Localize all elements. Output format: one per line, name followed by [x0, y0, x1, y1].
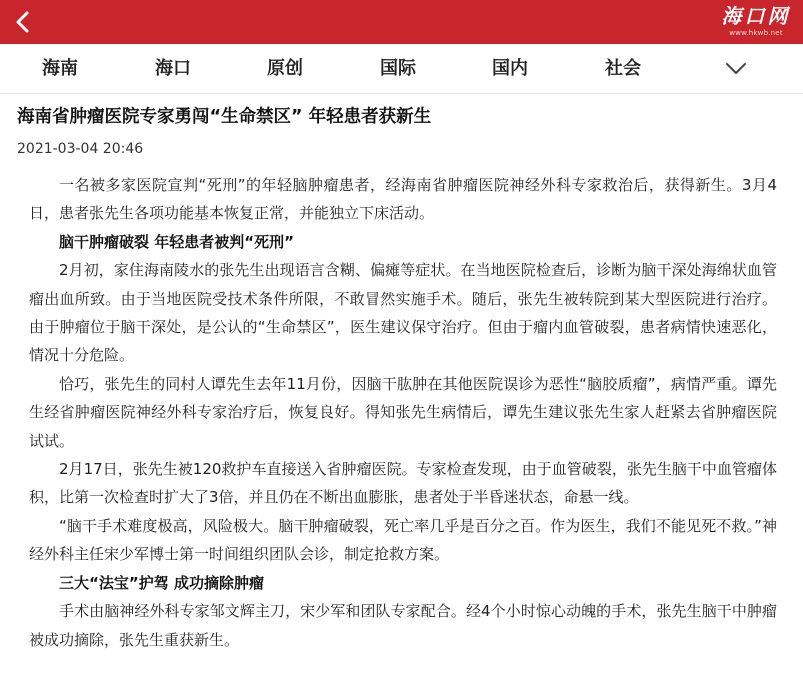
paragraph: “脑干手术难度极高，风险极大。脑干肿瘤破裂，死亡率几乎是百分之百。作为医生，我们不能见死不救。”神经外科主任宋少军博士第一时间组织团队会诊，制定抢救方案。 [29, 516, 777, 564]
logo-text: 海口网 [721, 4, 791, 28]
back-button[interactable] [8, 6, 38, 38]
section-heading: 脑干肿瘤破裂 年轻患者被判“死刑” [59, 232, 294, 251]
logo-url: www.hkwb.net [729, 29, 783, 37]
tab-hainan[interactable]: 海南 [42, 58, 78, 79]
more-tabs-button[interactable] [724, 56, 748, 80]
tab-haikou[interactable]: 海口 [155, 58, 191, 79]
article-title: 海南省肿瘤医院专家勇闯“生命禁区” 年轻患者获新生 [17, 107, 432, 127]
publish-datetime: 2021-03-04 20:46 [17, 141, 144, 157]
chevron-left-icon [8, 6, 38, 38]
tab-international[interactable]: 国际 [380, 58, 416, 79]
tab-original[interactable]: 原创 [267, 58, 303, 79]
section-heading: 三大“法宝”护驾 成功摘除肿瘤 [59, 573, 264, 592]
site-logo[interactable] [721, 3, 791, 41]
paragraph: 恰巧，张先生的同村人谭先生去年11月份，因脑干肱肿在其他医院误诊为恶性“脑胶质瘤”，病情严重。谭先生经省肿瘤医院神经外科专家治疗后，恢复良好。得知张先生病情后，谭先生建议张先生家人赶紧去省肿瘤医院试试。 [29, 374, 777, 450]
chevron-down-icon [724, 56, 748, 80]
paragraph: 2月初，家住海南陵水的张先生出现语言含糊、偏瘫等症状。在当地医院检查后，诊断为脑干深处海绵状血管瘤出血所致。由于当地医院受技术条件所限，不敢冒然实施手术。随后，张先生被转院到某大型医院进行治疗。由于肿瘤位于脑干深处，是公认的“生命禁区”，医生建议保守治疗。但由于瘤内血管破裂，患者病情快速恶化，情况十分危险。 [29, 261, 777, 365]
paragraph: 2月17日，张先生被120救护车直接送入省肿瘤医院。专家检查发现，由于血管破裂，张先生脑干中血管瘤体积，比第一次检查时扩大了3倍，并且仍在不断出血膨胀，患者处于半昏迷状态，命悬一线。 [29, 460, 777, 507]
category-nav [0, 44, 803, 94]
article-body [29, 171, 777, 654]
paragraph: 一名被多家医院宣判“死刑”的年轻脑肿瘤患者，经海南省肿瘤医院神经外科专家救治后，获得新生。3月4日，患者张先生各项功能基本恢复正常，并能独立下床活动。 [29, 176, 777, 223]
top-bar [0, 0, 803, 44]
tab-domestic[interactable]: 国内 [492, 58, 528, 79]
paragraph: 手术由脑神经外科专家邹文辉主刀，宋少军和团队专家配合。经4个小时惊心动魄的手术，张先生脑干中肿瘤被成功摘除，张先生重获新生。 [29, 602, 777, 649]
tab-society[interactable]: 社会 [605, 58, 641, 79]
